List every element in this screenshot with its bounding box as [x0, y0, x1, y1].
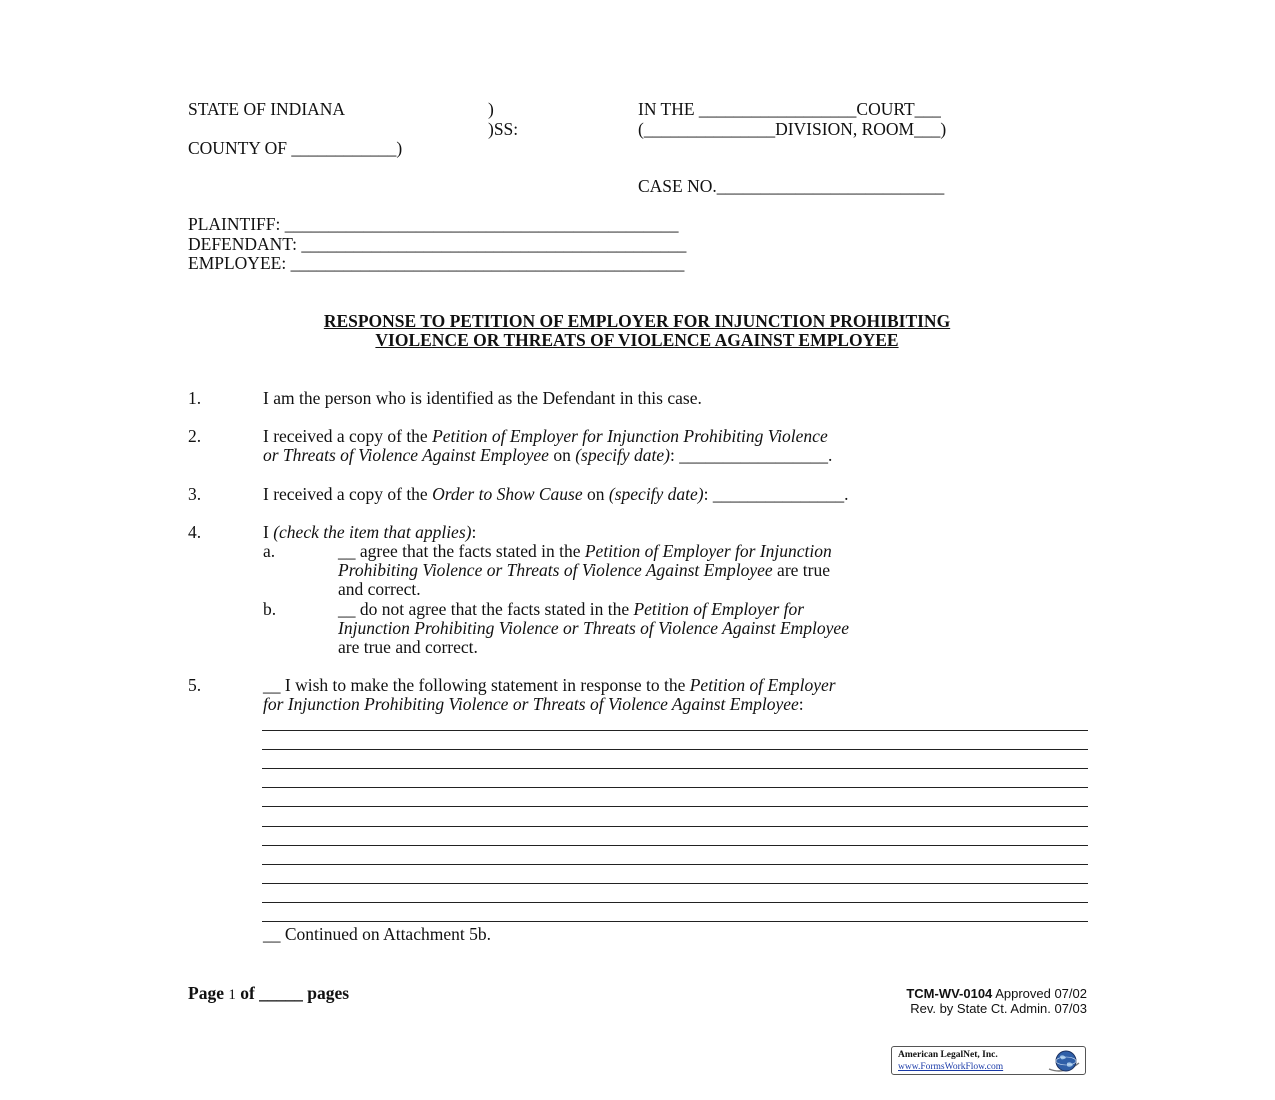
statement-line [262, 730, 1088, 731]
item-2-specify: (specify date) [575, 445, 670, 465]
continued-attachment: __ Continued on Attachment 5b. [263, 924, 491, 944]
item-3-date-blank: : _______________. [703, 484, 849, 504]
item-5-line2 [263, 694, 804, 714]
item-4b-line2: Injunction Prohibiting Violence or Threats of Violence Against Employee [338, 618, 849, 638]
plaintiff-field: PLAINTIFF: _____________________________________________ [188, 214, 679, 234]
item-5-petition-cont: for Injunction Prohibiting Violence or Threats of Violence Against Employee [263, 694, 799, 714]
defendant-field: DEFENDANT: ____________________________________________ [188, 234, 687, 254]
item-2-text: I received a copy of the [263, 426, 433, 446]
item-1-number: 1. [188, 388, 202, 408]
division-label: (_______________DIVISION, ROOM___) [638, 119, 947, 139]
item-5-line1 [263, 675, 836, 695]
statement-line [262, 806, 1088, 807]
approved-date: Approved 07/02 [992, 986, 1087, 1001]
item-3-line [263, 484, 849, 504]
page-of-label: of _____ pages [235, 983, 350, 1003]
statement-line [262, 921, 1088, 922]
item-4-i: I [263, 522, 274, 542]
item-4a-line3: and correct. [338, 579, 421, 599]
state-label: STATE OF INDIANA [188, 99, 346, 119]
item-2-petition-title-cont: or Threats of Violence Against Employee [263, 445, 549, 465]
item-4a-true: are true [772, 560, 830, 580]
item-4-colon: : [471, 522, 477, 542]
item-4a-petition-cont: Prohibiting Violence or Threats of Violence Against Employee [338, 560, 773, 580]
logo-url-link[interactable]: www.FormsWorkFlow.com [898, 1062, 1004, 1072]
statement-line [262, 768, 1088, 769]
county-label: COUNTY OF ____________) [188, 138, 403, 158]
item-5-petition: Petition of Employer [689, 675, 836, 695]
item-4-line [263, 522, 476, 542]
item-5-number: 5. [188, 675, 202, 695]
globe-icon [1047, 1049, 1081, 1073]
revision-note: Rev. by State Ct. Admin. 07/03 [910, 1001, 1087, 1016]
statement-line [262, 883, 1088, 884]
item-2-number: 2. [188, 426, 202, 446]
item-4b-line1 [338, 599, 804, 619]
item-4a-label: a. [263, 541, 276, 561]
court-label: IN THE __________________COURT___ [638, 99, 941, 119]
item-2-on: on [548, 445, 576, 465]
item-4b-petition: Petition of Employer for [633, 599, 805, 619]
item-3-specify: (specify date) [608, 484, 704, 504]
american-legalnet-logo [891, 1046, 1086, 1075]
item-2-line1 [263, 426, 828, 446]
item-2-line2 [263, 445, 832, 465]
item-4a-text: __ agree that the facts stated in the [338, 541, 585, 561]
case-number: CASE NO.__________________________ [638, 176, 945, 196]
statement-line [262, 826, 1088, 827]
item-4b-label: b. [263, 599, 277, 619]
item-4a-petition: Petition of Employer for Injunction [584, 541, 832, 561]
form-id: TCM-WV-0104 [906, 986, 993, 1001]
statement-line [262, 787, 1088, 788]
item-4b-text: __ do not agree that the facts stated in the [338, 599, 634, 619]
document-title-line1: RESPONSE TO PETITION OF EMPLOYER FOR INJUNCTION PROHIBITING [323, 311, 951, 331]
item-5-text: __ I wish to make the following statement in response to the [263, 675, 690, 695]
item-4-instruction: (check the item that applies) [273, 522, 472, 542]
item-4a-line2 [338, 560, 830, 580]
item-4-number: 4. [188, 522, 202, 542]
item-5-colon: : [798, 694, 804, 714]
item-1-text: I am the person who is identified as the Defendant in this case. [263, 388, 702, 408]
item-3-on: on [582, 484, 609, 504]
item-3-number: 3. [188, 484, 202, 504]
statement-line [262, 749, 1088, 750]
item-2-date-blank: : _________________. [669, 445, 833, 465]
statement-line [262, 845, 1088, 846]
ss-label: )SS: [488, 119, 519, 139]
employee-field: EMPLOYEE: _____________________________________________ [188, 253, 685, 273]
page-count [188, 983, 349, 1005]
document-title-line2: VIOLENCE OR THREATS OF VIOLENCE AGAINST EMPLOYEE [375, 330, 899, 350]
logo-company-name: American LegalNet, Inc. [898, 1050, 998, 1060]
statement-line [262, 902, 1088, 903]
item-4a-line1 [338, 541, 832, 561]
item-4b-line3: are true and correct. [338, 637, 478, 657]
form-id-line [906, 986, 1087, 1001]
item-2-petition-title: Petition of Employer for Injunction Prohibiting Violence [432, 426, 828, 446]
item-3-text: I received a copy of the [263, 484, 433, 504]
page-number: 1 [228, 987, 236, 1003]
caption-paren: ) [488, 99, 494, 119]
item-3-order-title: Order to Show Cause [432, 484, 583, 504]
statement-line [262, 864, 1088, 865]
page-label: Page [188, 983, 229, 1003]
